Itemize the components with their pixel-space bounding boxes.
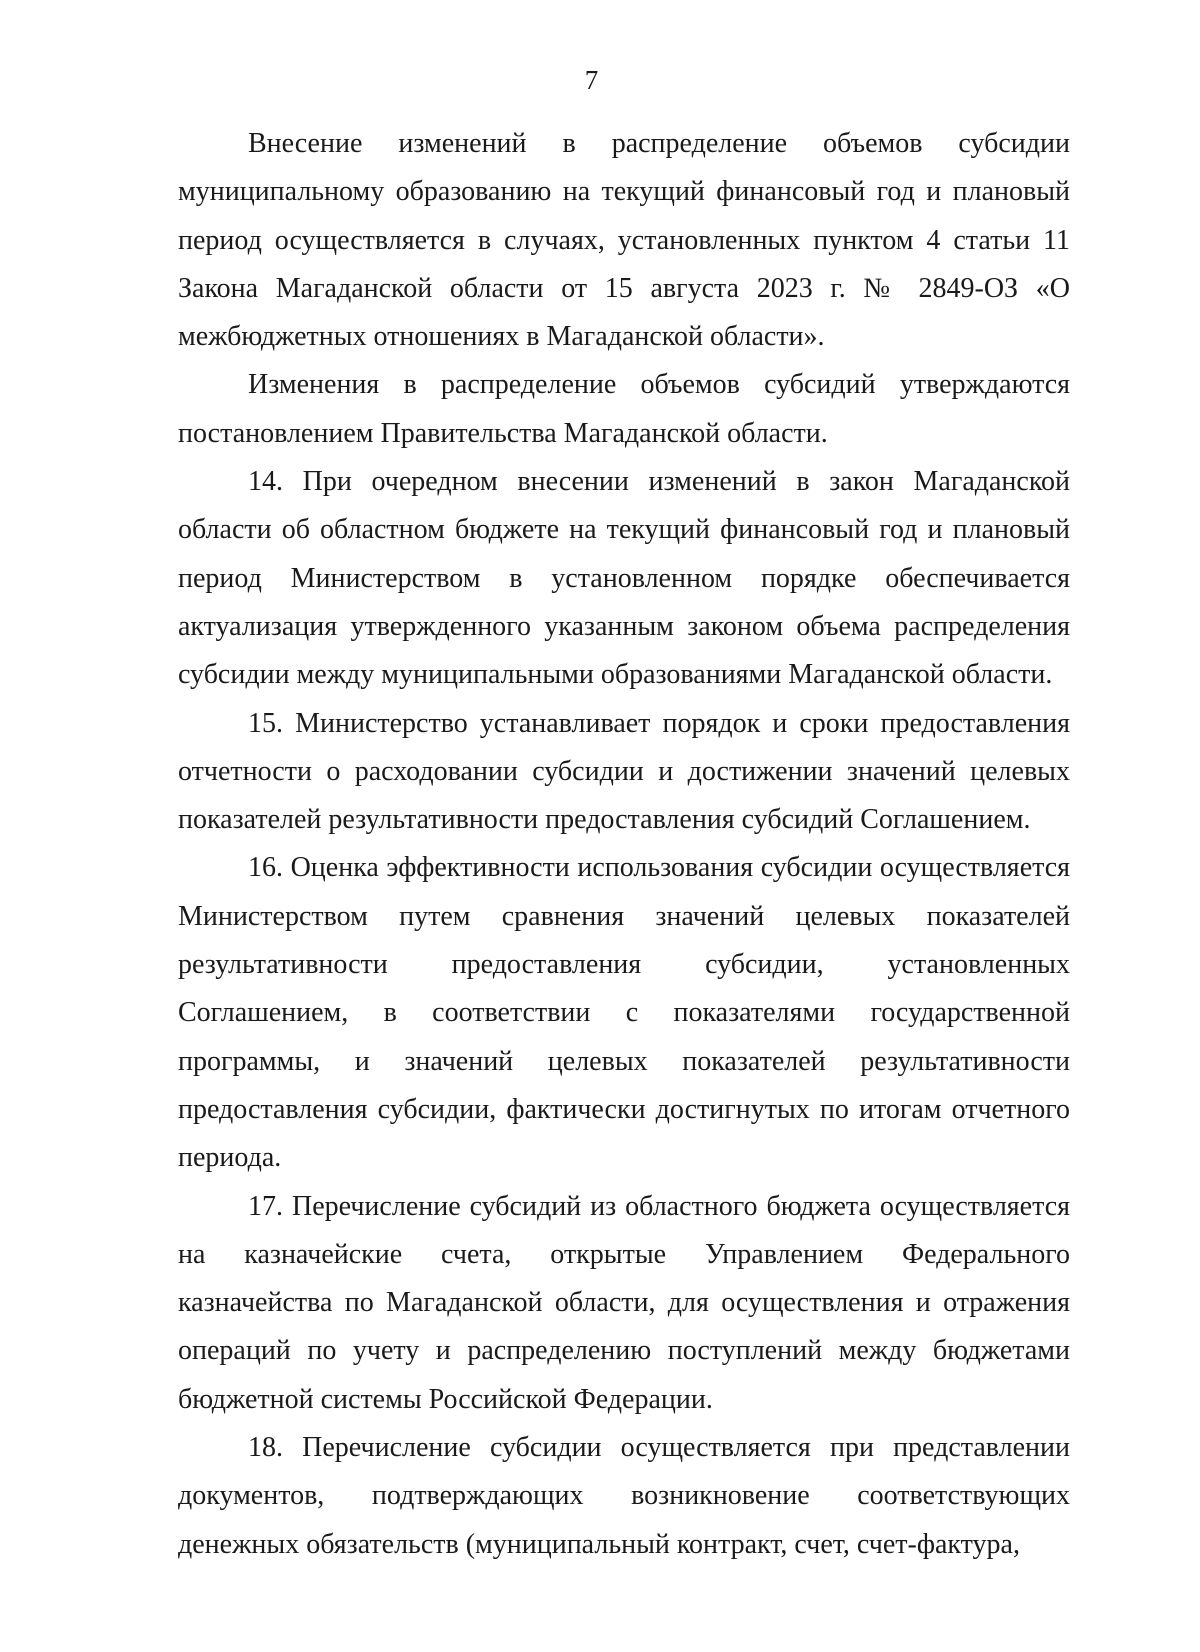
page-number: 7 — [584, 65, 599, 95]
paragraph-item-15: 15. Министерство устанавливает порядок и сроки предоставления отчетности о расходовании субсидии и достижении значений целевых показателей результативности предоставления субсидий Соглашением. — [178, 707, 1070, 836]
paragraph-budget-changes: Внесение изменений в распределение объемов субсидии муниципальному образованию на текущий финансовый год и плановый период осуществляется в случаях, установленных пунктом 4 статьи 11 Закона Магаданской области от 15 августа 2023 г. № 2849-ОЗ «О межбюджетных отношениях в Магаданской области». — [178, 128, 1070, 353]
paragraph-changes-approval: Изменения в распределение объемов субсидий утверждаются постановлением Правительства Магаданской области. — [178, 369, 1070, 449]
paragraph-item-17: 17. Перечисление субсидий из областного бюджета осуществляется на казначейские счета, открытые Управлением Федерального казначейства по Магаданской области, для осуществления и отражения операций по учету и распределению поступлений между бюджетами бюджетной системы Российской Федерации. — [178, 1190, 1070, 1415]
paragraph-item-16: 16. Оценка эффективности использования субсидии осуществляется Министерством путем сравнения значений целевых показателей результативности предоставления субсидии, установленных Соглашением, в соответствии с показателями государственной программы, и значений целевых показателей результативности предоставления субсидии, фактически достигнутых по итогам отчетного периода. — [178, 852, 1070, 1174]
paragraph-item-14: 14. При очередном внесении изменений в закон Магаданской области об областном бюджете на текущий финансовый год и плановый период Министерством в установленном порядке обеспечивается актуализация утвержденного указанным законом объема распределения субсидии между муниципальными образованиями Магаданской области. — [178, 466, 1070, 691]
paragraph-item-18: 18. Перечисление субсидии осуществляется при представлении документов, подтверждающих возникновение соответствующих денежных обязательств (муниципальный контракт, счет, счет-фактура, — [178, 1432, 1070, 1560]
document-body — [178, 120, 1070, 1569]
